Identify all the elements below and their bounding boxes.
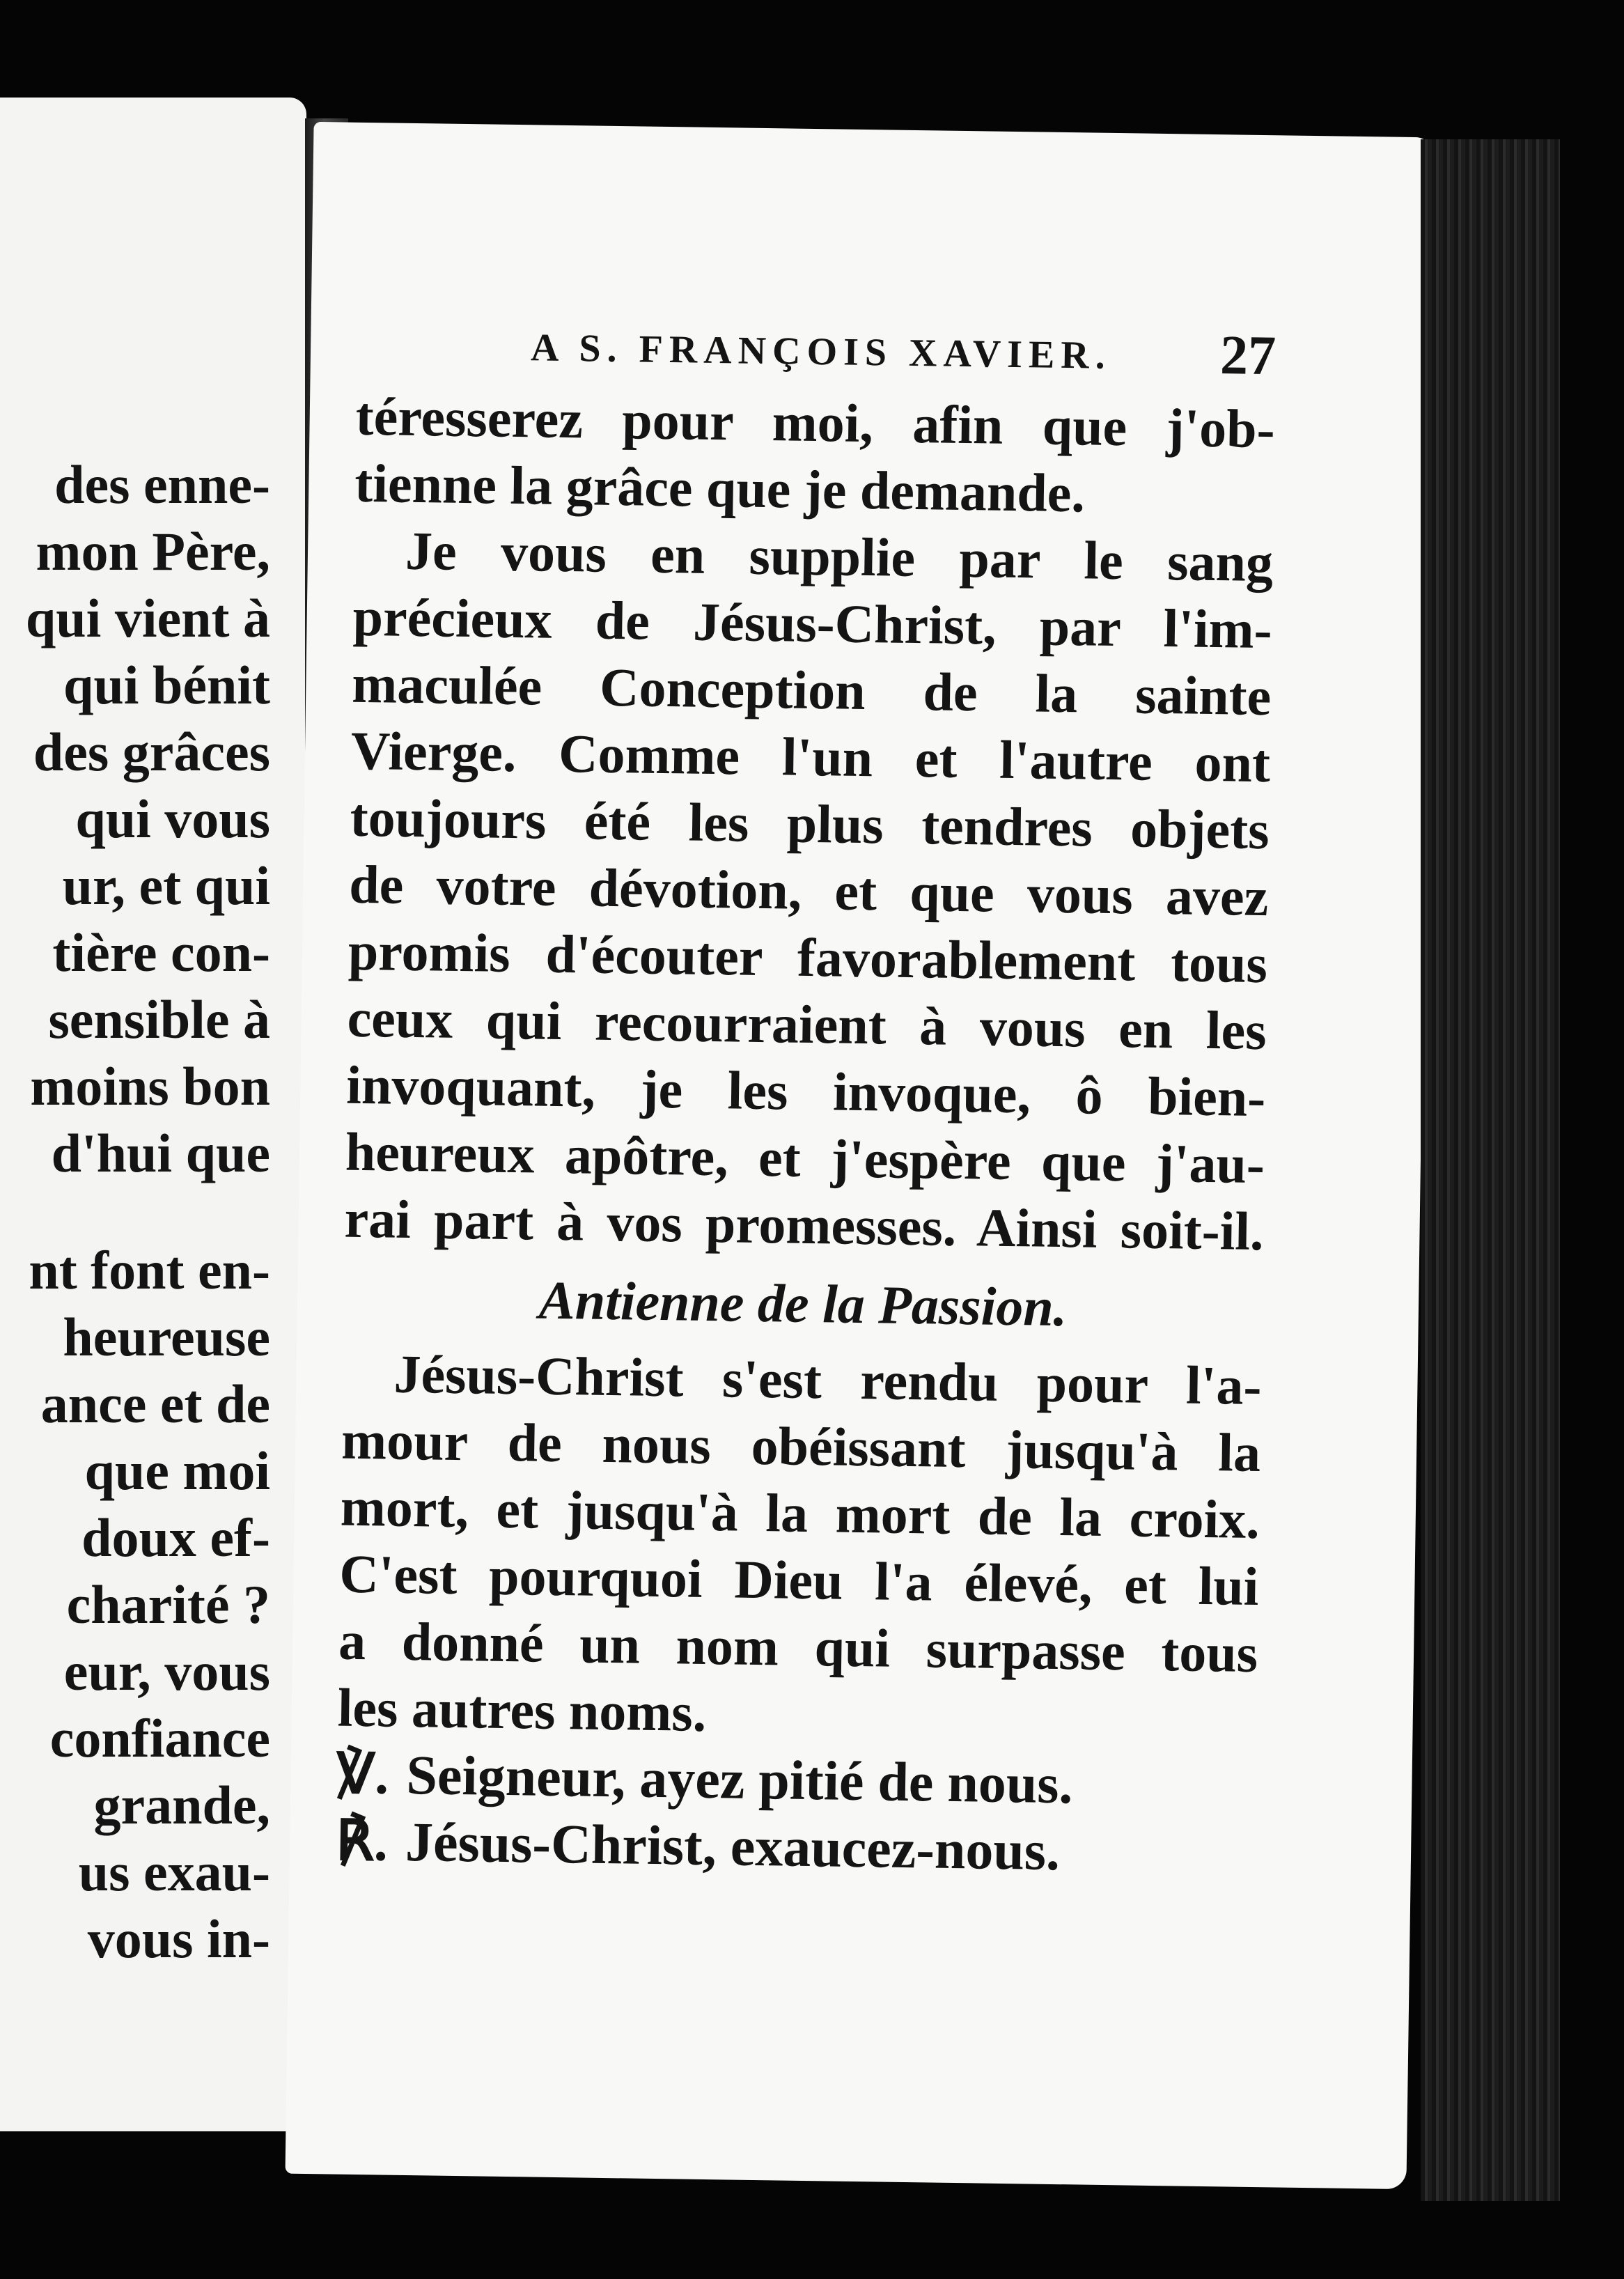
left-line: des enne- [54,454,270,515]
left-line: que moi [84,1440,270,1501]
text-line: invoquant, je les invoque, ô bien- [345,1054,1266,1128]
text-line: promis d'écouter favorablement tous [348,920,1268,995]
text-line: ceux qui recourraient à vous en les [347,987,1267,1061]
left-line: sensible à [48,989,270,1050]
left-page-text [0,451,270,1973]
text-line: précieux de Jésus-Christ, par l'im- [352,586,1273,660]
text-line: tienne la grâce que je demande. [354,452,1086,524]
left-line: qui vous [75,788,270,849]
left-line: d'hui que [51,1123,270,1183]
text-line: heureux apôtre, et j'espère que j'au- [345,1121,1265,1195]
text-line: C'est pourquoi Dieu l'a élevé, et lui [338,1543,1260,1617]
left-line: vous in- [87,1908,270,1969]
left-line: tière con- [52,922,270,983]
text-line: les autres noms. [337,1677,707,1743]
text-line: a donné un nom qui surpasse tous [338,1610,1258,1684]
text-line: mort, et jusqu'à la mort de la croix. [340,1476,1260,1550]
paragraph-gap [0,1187,270,1237]
left-line: moins bon [30,1056,270,1117]
text-line: toujours été les plus tendres objets [350,786,1270,861]
left-line: qui bénit [63,655,270,715]
response-symbol: ℟. [335,1810,389,1873]
versicle-text: Seigneur, ayez pitié de nous. [405,1744,1074,1816]
text-line: Vierge. Comme l'un et l'autre ont [350,720,1271,794]
section-heading: Antienne de la Passion. [538,1269,1068,1338]
running-head [356,311,1276,396]
left-line: ance et de [40,1374,270,1434]
book-edge [1421,139,1560,2201]
text-line: Je vous en supplie par le sang [405,520,1274,593]
versicle-symbol: ℣. [336,1743,389,1806]
versicle-line [336,1741,1256,1821]
text-line: de votre dévotion, et que vous avez [348,853,1269,928]
left-line: eur, vous [63,1641,270,1702]
page-number: 27 [1219,325,1276,387]
response-line [336,1808,1256,1888]
paragraph-2 [344,517,1274,1265]
left-line: mon Père, [36,521,270,582]
left-line: nt font en- [29,1240,270,1300]
text-line: mour de nous obéissant jusqu'à la [341,1409,1261,1484]
response-text: Jésus-Christ, exaucez-nous. [405,1811,1061,1883]
text-line: rai part à vos promesses. Ainsi soit-il. [344,1188,1265,1262]
left-line: confiance [49,1708,270,1768]
left-line: grande, [93,1775,270,1835]
running-title: A S. FRANÇOIS XAVIER. [530,326,1112,378]
paragraph-1 [354,383,1276,529]
left-page [0,98,306,2131]
text-line: maculée Conception de la sainte [351,653,1272,727]
right-page [286,122,1435,2189]
left-line: us exau- [78,1842,270,1902]
text-line: téresserez pour moi, afin que j'ob- [355,385,1276,460]
right-page-text [336,311,1276,1888]
text-line: Jésus-Christ s'est rendu pour l'a- [393,1343,1263,1417]
paragraph-3 [337,1340,1262,1754]
left-line: ur, et qui [62,855,270,916]
left-line: charité ? [66,1574,270,1635]
left-line: doux ef- [81,1507,270,1568]
left-line: heureuse [63,1307,270,1367]
left-line: qui vient à [25,588,270,648]
left-line: des grâces [33,722,270,782]
